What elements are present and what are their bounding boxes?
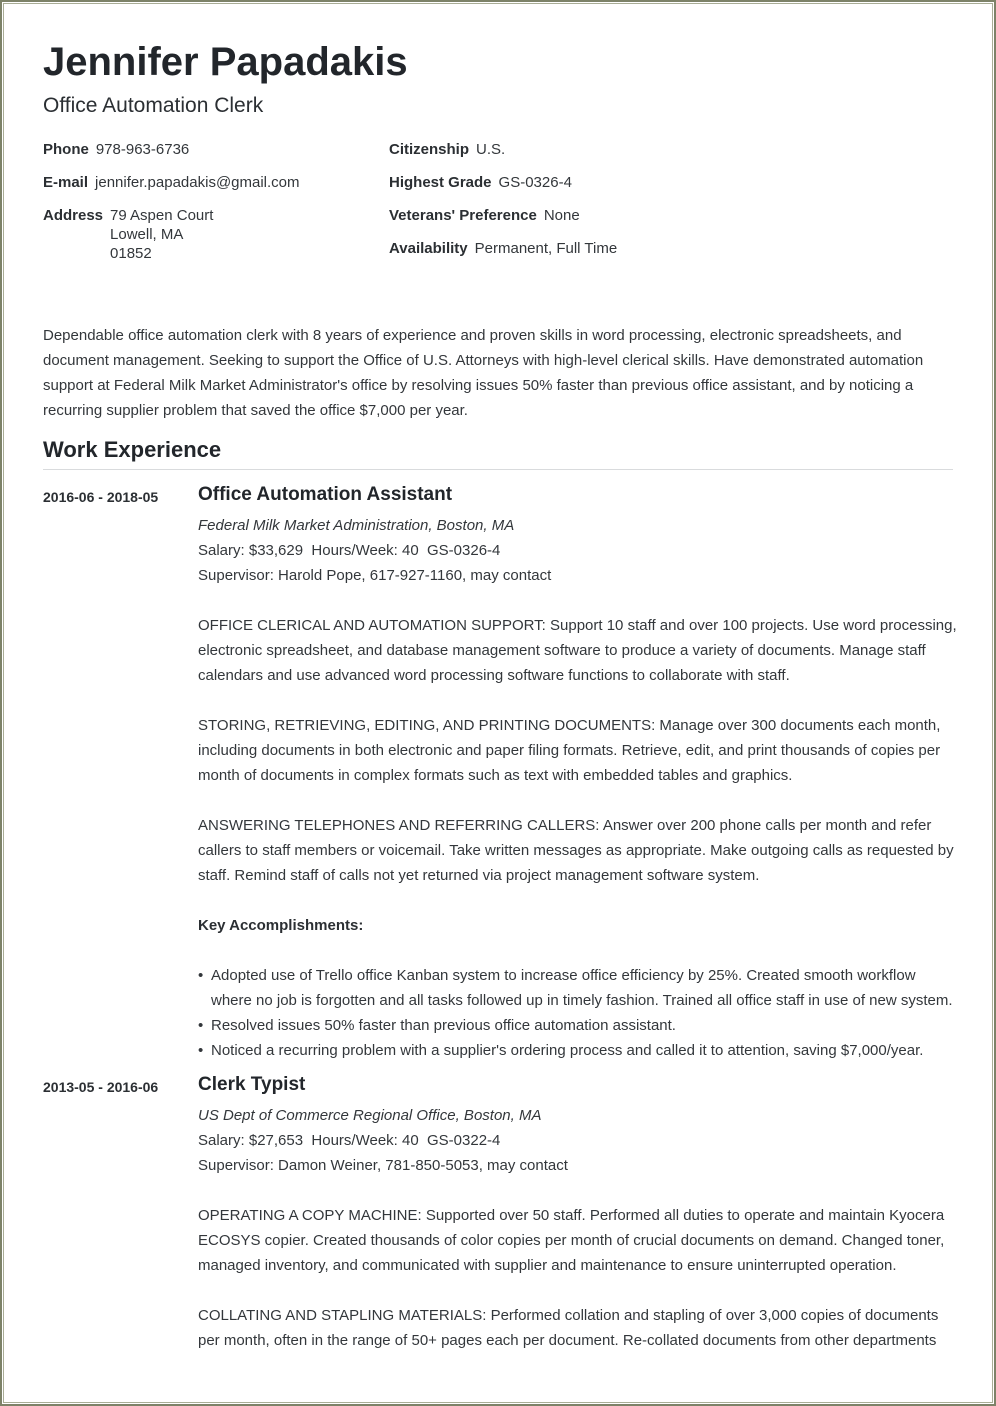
job-dates: 2016-06 - 2018-05 [43,489,159,505]
accomplishments-list [198,963,958,1063]
citizenship-value: U.S. [476,141,506,158]
highest-grade-value: GS-0326-4 [498,174,572,191]
contact-veterans-preference [389,206,617,239]
job-title: Clerk Typist [198,1074,306,1095]
address-line-2: Lowell, MA [110,226,184,243]
veterans-preference-label: Veterans' Preference [389,207,537,224]
job-title: Office Automation Assistant [198,484,453,505]
candidate-name: Jennifer Papadakis [43,40,408,84]
job-employer: Federal Milk Market Administration, Boston, MA [198,517,515,534]
phone-label: Phone [43,141,89,158]
availability-label: Availability [389,240,468,257]
email-value: jennifer.papadakis@gmail.com [95,174,300,191]
job-duty-paragraph: STORING, RETRIEVING, EDITING, AND PRINTING DOCUMENTS: Manage over 300 documents each month, including documents in both electronic and paper filing formats. Retrieve, edit, and print thousands of copies per month of documents in complex formats such as text with embedded tables and graphics. [198,717,941,784]
job-dates: 2013-05 - 2016-06 [43,1079,159,1095]
contact-address [43,206,300,262]
job-employer: US Dept of Commerce Regional Office, Boston, MA [198,1107,542,1124]
job-salary-hours-grade: Salary: $27,653 Hours/Week: 40 GS-0322-4 [198,1132,501,1149]
candidate-title: Office Automation Clerk [43,94,264,117]
professional-summary: Dependable office automation clerk with 8 years of experience and proven skills in word processing, electronic spreadsheets, and document management. Seeking to support the Office of U.S. Attorneys with high-level clerical skills. Have demonstrated automation support at Federal Milk Market Administrator's office by resolving issues 50% faster than previous office assistant, and by noticing a recurring supplier problem that saved the office $7,000 per year. [43,327,924,419]
accomplishment-item: • Resolved issues 50% faster than previous office automation assistant. [198,1013,958,1038]
citizenship-label: Citizenship [389,141,470,158]
contact-phone [43,140,300,173]
veterans-preference-value: None [543,207,580,224]
phone-value: 978-963-6736 [95,141,190,158]
section-heading-work-experience: Work Experience [43,437,953,470]
job-details [198,1074,958,1353]
highest-grade-label: Highest Grade [389,174,492,191]
contact-availability [389,239,617,272]
job-duty-paragraph: OPERATING A COPY MACHINE: Supported over 50 staff. Performed all duties to operate and maintain Kyocera ECOSYS copier. Created thousands of color copies per month of crucial documents on demand. Changed toner, managed inventory, and communicated with supplier and maintenance to ensure uninterrupted operation. [198,1207,945,1274]
address-line-1: 79 Aspen Court [110,207,214,224]
address-line-3: 01852 [110,245,152,262]
job-salary-hours-grade: Salary: $33,629 Hours/Week: 40 GS-0326-4 [198,542,501,559]
address-value [110,206,214,262]
job-supervisor: Supervisor: Damon Weiner, 781-850-5053, may contact [198,1157,568,1174]
accomplishment-item: • Noticed a recurring problem with a supplier's ordering process and called it to attention, saving $7,000/year. [198,1038,958,1063]
contact-email [43,173,300,206]
job-duty-paragraph: COLLATING AND STAPLING MATERIALS: Performed collation and stapling of over 3,000 copies of documents per month, often in the range of 50+ pages each per document. Re-collated documents from other departments [198,1307,939,1349]
contact-right-column [389,140,617,272]
job-duty-paragraph: OFFICE CLERICAL AND AUTOMATION SUPPORT: Support 10 staff and over 100 projects. Use word processing, electronic spreadsheet, and database management software to produce a variety of documents. Manage staff calendars and use advanced word processing software functions to collaborate with staff. [198,617,957,684]
availability-value: Permanent, Full Time [474,240,618,257]
contact-citizenship [389,140,617,173]
job-supervisor: Supervisor: Harold Pope, 617-927-1160, may contact [198,567,552,584]
contact-highest-grade [389,173,617,206]
email-label: E-mail [43,174,89,191]
job-duty-paragraph: ANSWERING TELEPHONES AND REFERRING CALLERS: Answer over 200 phone calls per month and refer callers to staff members or voicemail. Take written messages as appropriate. Make outgoing calls as requested by staff. Remind staff of calls not yet returned via project management software system. [198,817,954,884]
key-accomplishments-heading: Key Accomplishments: [198,917,364,934]
contact-left-column [43,140,300,262]
address-label: Address [43,207,104,224]
job-details [198,484,958,1063]
accomplishment-item: • Adopted use of Trello office Kanban system to increase office efficiency by 25%. Created smooth workflow where no job is forgotten and all tasks followed up in timely fashion. Trained all office staff in use of new system. [198,963,958,1013]
